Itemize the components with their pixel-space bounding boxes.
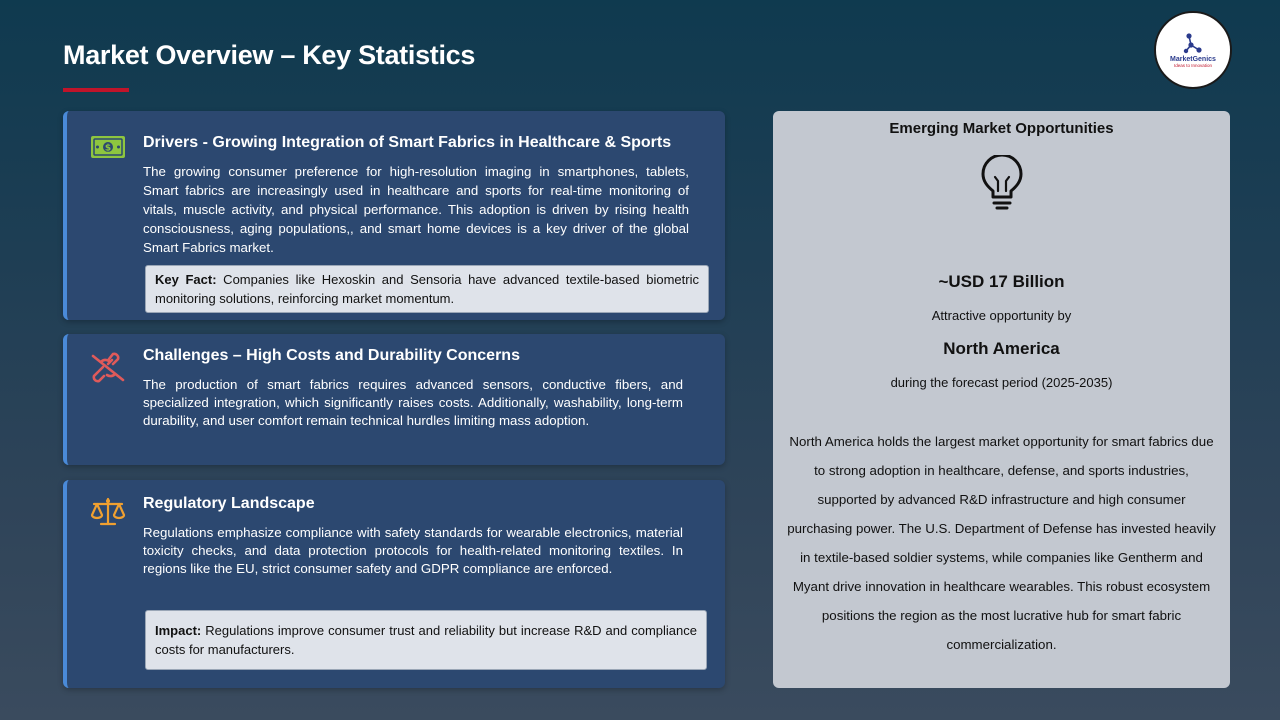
drivers-body: The growing consumer preference for high-resolution imaging in smartphones, tablets, Smart fabrics are increasingly used in healthcare and sports for real-time monitoring of vitals, muscle activity, and physical performance. This adoption is driven by rising health consciousness, aging populations,, and smart home devices is a key driver of the global Smart Fabrics market. <box>143 164 689 255</box>
brand-logo <box>1154 11 1232 89</box>
challenges-body: The production of smart fabrics requires advanced sensors, conductive fibers, and specialized integration, which significantly raises costs. Additionally, washability, long-term durability, and user comfort remain technical hurdles limiting mass adoption. <box>143 377 683 428</box>
challenges-card <box>63 334 725 465</box>
impact-label: Impact: <box>155 623 202 638</box>
challenges-heading: Challenges – High Costs and Durability Concerns <box>143 347 520 364</box>
forecast-period: during the forecast period (2025-2035) <box>890 375 1113 390</box>
opportunities-panel <box>773 111 1230 688</box>
molecule-icon <box>1181 31 1205 55</box>
opportunity-region: North America <box>943 339 1060 358</box>
drivers-card <box>63 111 725 320</box>
opportunities-title: Emerging Market Opportunities <box>889 120 1114 137</box>
regulatory-body: Regulations emphasize compliance with safety standards for wearable electronics, material toxicity checks, and data protection protocols for health-related monitoring textiles. In regions like the EU, strict consumer safety and GDPR compliance are enforced. <box>143 525 683 576</box>
lightbulb-icon <box>979 155 1025 211</box>
logo-brand: MarketGenics <box>1170 56 1216 64</box>
scales-icon <box>89 496 127 528</box>
svg-text:$: $ <box>104 143 112 154</box>
opportunity-value: ~USD 17 Billion <box>938 272 1065 291</box>
impact-text: Regulations improve consumer trust and reliability but increase R&D and compliance costs for manufacturers. <box>155 623 697 657</box>
key-fact-box <box>145 265 709 313</box>
page-title: Market Overview – Key Statistics <box>63 40 476 70</box>
key-fact-label: Key Fact: <box>155 272 217 287</box>
impact-box <box>145 610 707 670</box>
opportunity-description: North America holds the largest market opportunity for smart fabrics due to strong adoption in healthcare, defense, and sports industries, supported by advanced R&D infrastructure and high consumer purchasing power. The U.S. Department of Defense has invested heavily in textile-based soldier systems, while companies like Gentherm and Myant drive innovation in healthcare wearables. This robust ecosystem positions the region as the most lucrative hub for smart fabric commercialization. <box>787 434 1216 652</box>
logo-tagline: Ideas to Innovation <box>1173 63 1213 69</box>
key-fact-text: Companies like Hexoskin and Sensoria have advanced textile-based biometric monitoring solutions, reinforcing market momentum. <box>155 272 699 306</box>
title-underline <box>63 88 129 92</box>
money-icon <box>89 131 127 163</box>
regulatory-card <box>63 480 725 688</box>
opportunity-subtitle: Attractive opportunity by <box>931 308 1072 323</box>
regulatory-heading: Regulatory Landscape <box>143 495 315 512</box>
drivers-heading: Drivers - Growing Integration of Smart Fabrics in Healthcare & Sports <box>143 134 672 151</box>
broken-link-icon <box>89 352 127 384</box>
